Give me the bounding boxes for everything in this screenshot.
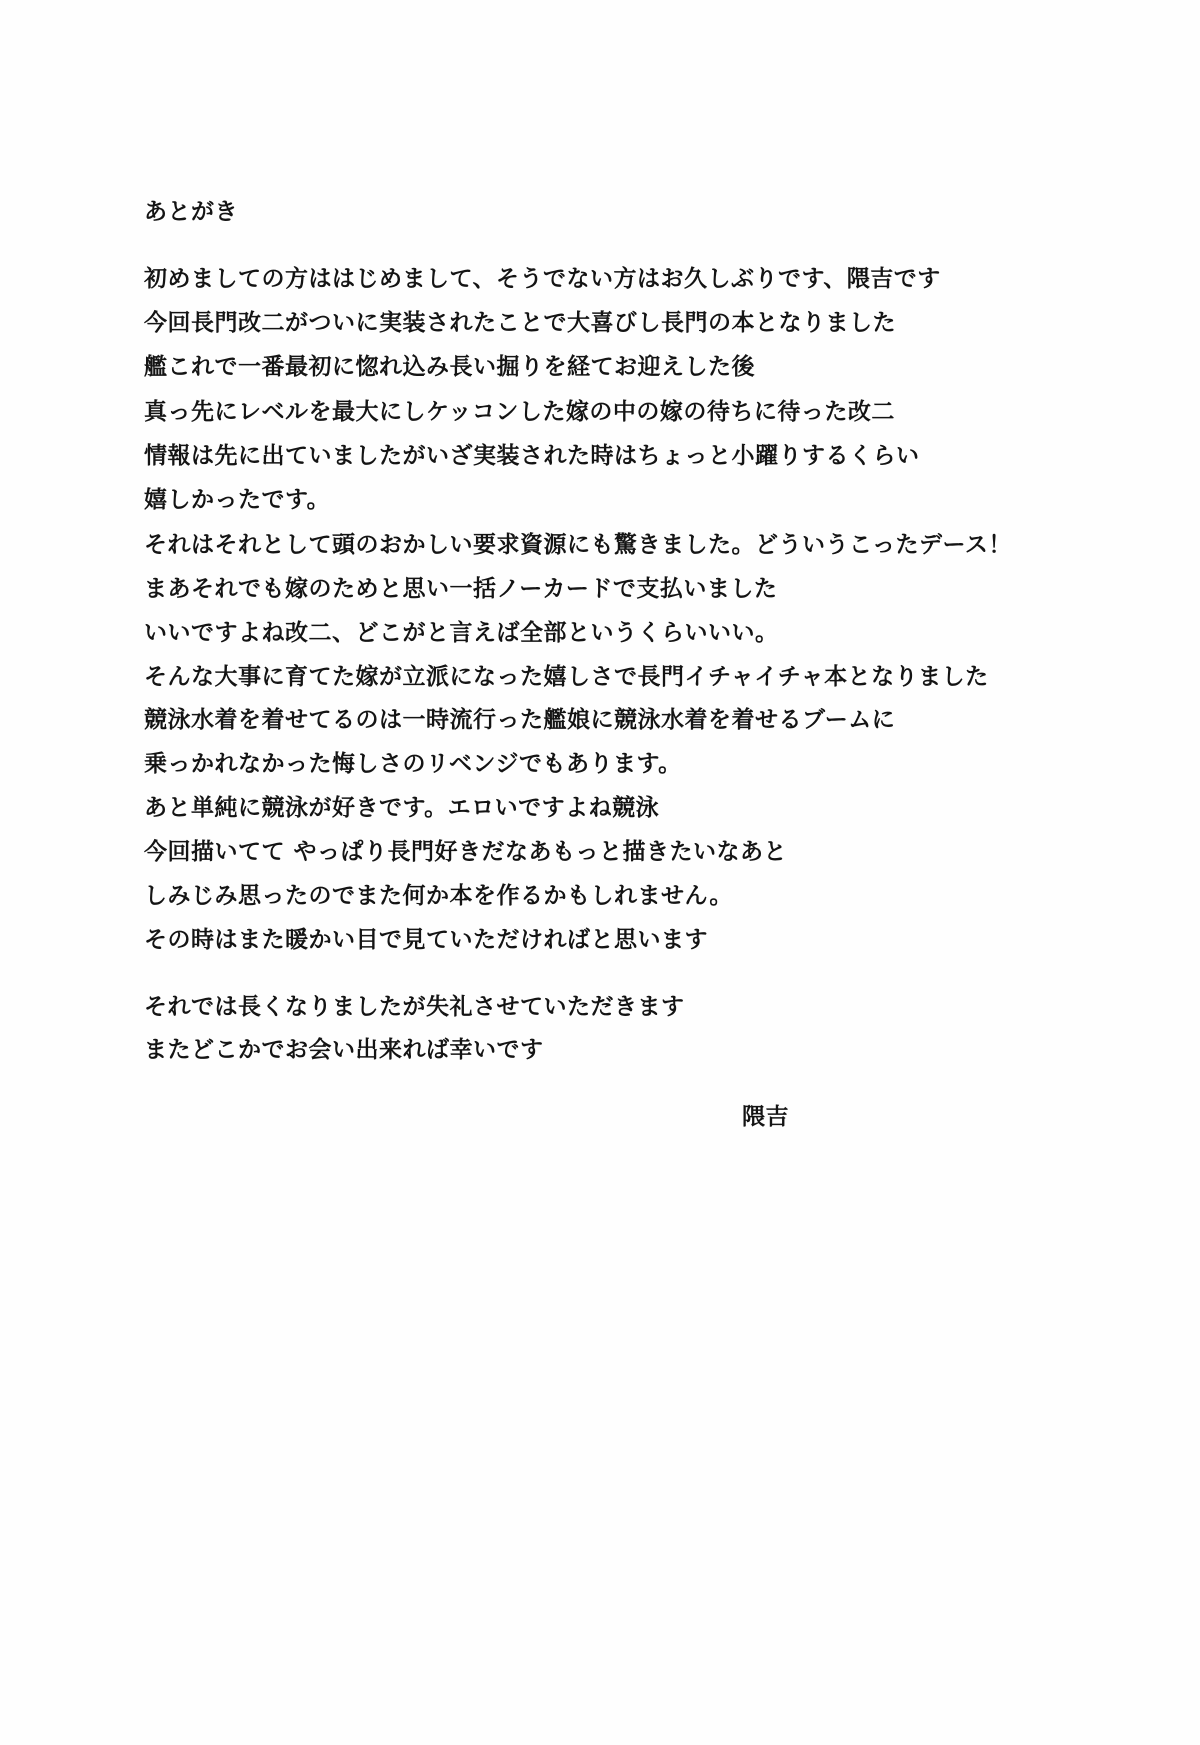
- signature: 隈吉: [742, 1104, 789, 1130]
- body-line: 情報は先に出ていましたがいざ実装された時はちょっと小躍りするくらい: [144, 443, 920, 469]
- body-line: 競泳水着を着せてるのは一時流行った艦娘に競泳水着を着せるブームに: [144, 707, 896, 733]
- body-line: あと単純に競泳が好きです。エロいですよね競泳: [144, 795, 660, 821]
- body-line: 今回長門改二がついに実装されたことで大喜びし長門の本となりました: [144, 310, 896, 336]
- body-line: 今回描いてて やっぱり長門好きだなあもっと描きたいなあと: [144, 839, 788, 865]
- closing-line: それでは長くなりましたが失礼させていただきます: [144, 994, 685, 1020]
- heading: あとがき: [144, 199, 238, 225]
- body-line: その時はまた暖かい目で見ていただければと思います: [144, 927, 708, 953]
- body-line: まあそれでも嫁のためと思い一括ノーカードで支払いました: [144, 576, 778, 602]
- body-line: 艦これで一番最初に惚れ込み長い掘りを経てお迎えした後: [144, 354, 755, 380]
- body-line: 乗っかれなかった悔しさのリベンジでもあります。: [144, 751, 682, 777]
- body-line: そんな大事に育てた嫁が立派になった嬉しさで長門イチャイチャ本となりました: [144, 664, 989, 690]
- body-line: それはそれとして頭のおかしい要求資源にも驚きました。どういうこったデース！: [144, 532, 1012, 558]
- body-line: しみじみ思ったのでまた何か本を作るかもしれません。: [144, 883, 733, 909]
- closing-line: またどこかでお会い出来れば幸いです: [144, 1037, 544, 1063]
- body-line: 嬉しかったです。: [144, 487, 331, 513]
- body-line: 初めましての方ははじめまして、そうでない方はお久しぶりです、隈吉です: [144, 266, 941, 292]
- body-line: いいですよね改二、どこがと言えば全部というくらいいい。: [144, 620, 779, 646]
- body-line: 真っ先にレベルを最大にしケッコンした嫁の中の嫁の待ちに待った改二: [144, 399, 895, 425]
